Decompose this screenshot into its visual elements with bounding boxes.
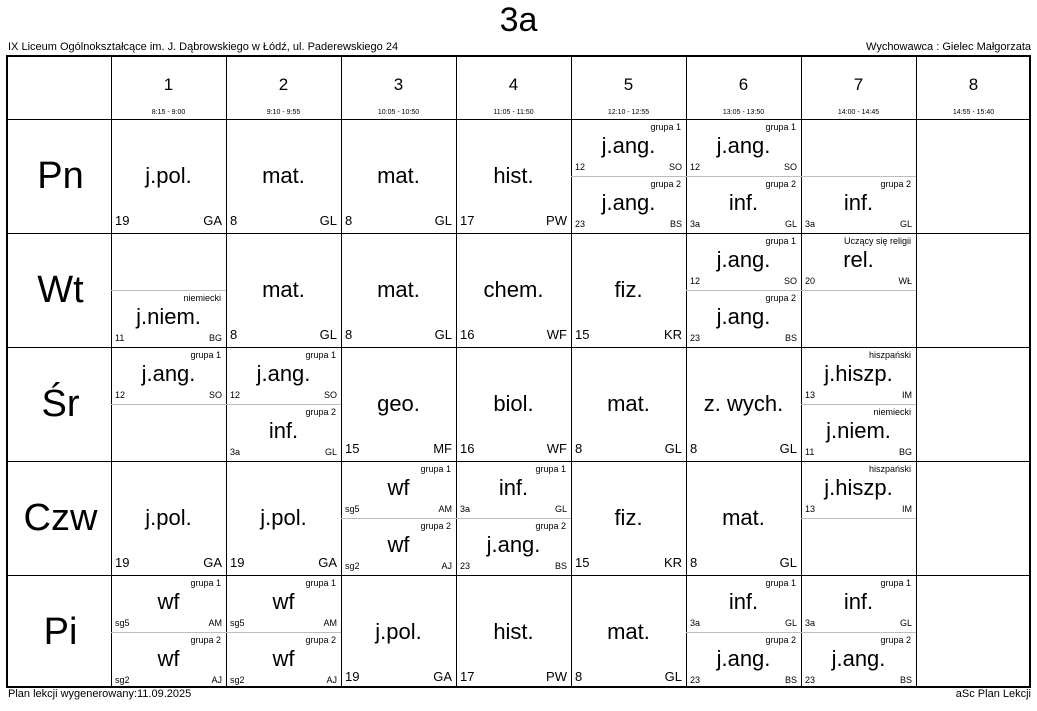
lesson-group: grupa 1 [765,578,796,588]
group-lesson-cell[interactable] [226,632,341,689]
period-number: 1 [163,75,174,94]
lesson-group: grupa 2 [765,179,796,189]
lesson-group: grupa 2 [880,179,911,189]
group-lesson-cell[interactable] [111,290,226,347]
lesson-teacher: WŁ [898,276,912,286]
period-time: 14:55 - 15:40 [952,109,995,116]
lesson-room: 12 [230,390,241,400]
lesson-room: 3a [805,618,816,628]
group-lesson-cell[interactable] [801,347,916,404]
lesson-subject: inf. [728,190,759,215]
lesson-cell[interactable] [341,575,456,688]
group-lesson-cell[interactable] [226,404,341,461]
generated-date: Plan lekcji wygenerowany:11.09.2025 [8,688,192,700]
period-time: 14:00 - 14:45 [837,109,880,116]
period-header [226,57,341,119]
lesson-room: 12 [690,276,701,286]
lesson-subject: j.ang. [716,646,771,671]
period-number: 4 [508,75,519,94]
lesson-room: 12 [690,162,701,172]
lesson-cell[interactable] [686,461,801,575]
lesson-cell[interactable] [571,233,686,347]
lesson-cell[interactable] [571,461,686,575]
lesson-subject: wf [387,475,410,500]
lesson-teacher: GL [784,219,797,229]
lesson-cell[interactable] [456,347,571,461]
lesson-teacher: AJ [211,675,222,685]
lesson-room: 20 [805,276,816,286]
period-header [341,57,456,119]
lesson-teacher: AM [323,618,337,628]
lesson-room: 23 [460,561,471,571]
lesson-subject: inf. [268,418,299,443]
lesson-room: 8 [230,327,238,342]
lesson-group: grupa 1 [535,464,566,474]
period-time: 11:05 - 11:50 [493,109,534,116]
lesson-room: 8 [230,213,238,228]
group-lesson-cell[interactable] [226,347,341,404]
lesson-teacher: SO [323,390,337,400]
lesson-subject: z. wych. [703,391,784,416]
lesson-subject: geo. [377,391,420,416]
period-number: 8 [968,75,979,94]
lesson-room: 8 [690,441,698,456]
lesson-room: 23 [575,219,586,229]
period-number: 3 [393,75,404,94]
lesson-group: grupa 1 [420,464,451,474]
lesson-room: 16 [460,327,475,342]
lesson-subject: j.pol. [375,619,422,644]
lesson-subject: mat. [262,277,305,302]
lesson-room: 13 [805,390,816,400]
lesson-subject: wf [157,589,180,614]
lesson-teacher: BS [899,675,912,685]
group-lesson-cell[interactable] [341,518,456,575]
period-number: 5 [623,75,634,94]
lesson-room: 19 [115,213,130,228]
lesson-subject: j.niem. [136,304,201,329]
lesson-subject: wf [387,532,410,557]
lesson-group: grupa 2 [420,521,451,531]
lesson-subject: biol. [493,391,534,416]
group-lesson-cell[interactable] [801,233,916,290]
group-lesson-cell[interactable] [801,461,916,518]
lesson-room: sg5 [345,504,360,514]
group-lesson-cell[interactable] [686,632,801,689]
day-label: Pn [37,155,84,197]
lesson-cell[interactable] [226,119,341,233]
lesson-subject: rel. [843,247,874,272]
lesson-teacher: BS [669,219,682,229]
lesson-teacher: KR [663,327,682,342]
group-lesson-cell[interactable] [571,176,686,233]
lesson-cell[interactable] [341,119,456,233]
lesson-room: 23 [690,675,701,685]
group-lesson-cell[interactable] [686,575,801,632]
lesson-room: 3a [230,447,241,457]
lesson-group: grupa 1 [190,578,221,588]
lesson-teacher: IM [902,504,912,514]
group-lesson-cell[interactable] [341,461,456,518]
period-time: 10:05 - 10:50 [377,109,420,116]
lesson-group: grupa 2 [305,407,336,417]
lesson-teacher: KR [663,555,682,570]
lesson-subject: wf [272,646,295,671]
lesson-subject: fiz. [614,505,643,530]
lesson-room: 12 [115,390,126,400]
lesson-group: hiszpański [868,350,911,360]
lesson-subject: mat. [262,163,305,188]
lesson-subject: j.ang. [716,247,771,272]
lesson-subject: mat. [722,505,765,530]
lesson-group: grupa 1 [765,236,796,246]
lesson-group: grupa 2 [305,635,336,645]
lesson-cell[interactable] [226,233,341,347]
lesson-teacher: GA [203,213,222,228]
lesson-subject: j.ang. [486,532,541,557]
period-time: 8:15 - 9:00 [151,109,186,116]
lesson-teacher: GL [319,327,337,342]
lesson-teacher: GL [434,327,452,342]
lesson-teacher: WF [546,441,567,456]
lesson-subject: j.ang. [716,304,771,329]
lesson-teacher: SO [783,276,797,286]
lesson-subject: mat. [607,619,650,644]
lesson-teacher: PW [546,213,567,228]
lesson-teacher: GA [203,555,222,570]
lesson-cell[interactable] [571,347,686,461]
lesson-group: grupa 2 [880,635,911,645]
lesson-subject: j.pol. [145,505,192,530]
day-label: Śr [41,383,80,425]
lesson-subject: hist. [493,619,534,644]
group-lesson-cell[interactable] [686,233,801,290]
lesson-subject: hist. [493,163,534,188]
lesson-teacher: SO [668,162,682,172]
lesson-room: 3a [805,219,816,229]
period-time: 9:10 - 9:55 [266,109,301,116]
lesson-cell[interactable] [686,347,801,461]
lesson-subject: j.pol. [145,163,192,188]
period-number: 7 [853,75,864,94]
lesson-subject: inf. [843,589,874,614]
lesson-subject: wf [157,646,180,671]
lesson-room: 19 [230,555,245,570]
lesson-room: 23 [690,333,701,343]
lesson-teacher: GA [433,669,452,684]
group-lesson-cell[interactable] [801,632,916,689]
lesson-group: Uczący się religii [843,236,911,246]
lesson-room: 8 [345,327,353,342]
lesson-room: 17 [460,669,475,684]
lesson-group: grupa 1 [765,122,796,132]
group-lesson-cell[interactable] [456,461,571,518]
lesson-room: 3a [460,504,471,514]
lesson-room: 15 [345,441,360,456]
lesson-subject: j.ang. [716,133,771,158]
lesson-room: 3a [690,618,701,628]
lesson-teacher: IM [902,390,912,400]
lesson-subject: fiz. [614,277,643,302]
lesson-group: grupa 1 [190,350,221,360]
group-lesson-cell[interactable] [571,119,686,176]
period-header [571,57,686,119]
lesson-group: grupa 1 [305,578,336,588]
lesson-subject: j.ang. [601,190,656,215]
lesson-subject: j.hiszp. [824,475,893,500]
period-time: 12:10 - 12:55 [607,109,650,116]
lesson-teacher: BS [784,333,797,343]
day-label: Wt [37,269,84,311]
lesson-subject: j.pol. [260,505,307,530]
lesson-teacher: BS [784,675,797,685]
lesson-room: 13 [805,504,816,514]
split-divider [801,518,916,519]
lesson-teacher: GL [324,447,337,457]
lesson-teacher: GL [784,618,797,628]
lesson-teacher: AM [208,618,222,628]
lesson-group: grupa 2 [765,293,796,303]
lesson-room: 8 [690,555,698,570]
period-header [801,57,916,119]
lesson-subject: mat. [377,163,420,188]
lesson-teacher: GL [779,555,797,570]
lesson-subject: mat. [377,277,420,302]
lesson-teacher: GL [554,504,567,514]
lesson-room: sg2 [345,561,360,571]
split-divider [801,290,916,291]
period-header [916,57,1031,119]
lesson-teacher: GA [318,555,337,570]
group-lesson-cell[interactable] [686,119,801,176]
lesson-room: 19 [345,669,360,684]
lesson-subject: wf [272,589,295,614]
period-number: 2 [278,75,289,94]
lesson-subject: j.hiszp. [824,361,893,386]
lesson-room: 12 [575,162,586,172]
lesson-group: grupa 2 [650,179,681,189]
day-label: Pi [43,610,78,653]
lesson-group: grupa 1 [880,578,911,588]
group-lesson-cell[interactable] [226,575,341,632]
lesson-teacher: AJ [326,675,337,685]
lesson-teacher: GL [779,441,797,456]
school-name: IX Liceum Ogólnokształcące im. J. Dąbrowskiego w Łódź, ul. Paderewskiego 24 [8,41,399,53]
lesson-group: grupa 1 [305,350,336,360]
period-header [111,57,226,119]
lesson-subject: inf. [728,589,759,614]
lesson-room: 3a [690,219,701,229]
lesson-room: sg5 [115,618,130,628]
lesson-cell[interactable] [571,575,686,688]
lesson-teacher: AM [438,504,452,514]
group-lesson-cell[interactable] [456,518,571,575]
lesson-teacher: MF [433,441,452,456]
lesson-room: 8 [345,213,353,228]
lesson-subject: inf. [843,190,874,215]
day-label: Czw [23,497,98,539]
lesson-group: grupa 1 [650,122,681,132]
lesson-subject: j.ang. [831,646,886,671]
lesson-room: 8 [575,669,583,684]
lesson-cell[interactable] [111,461,226,575]
column-divider [916,57,917,688]
class-teacher: Wychowawca : Gielec Małgorzata [866,41,1031,53]
lesson-cell[interactable] [456,119,571,233]
lesson-group: hiszpański [868,464,911,474]
lesson-teacher: GL [664,669,682,684]
group-lesson-cell[interactable] [111,632,226,689]
lesson-subject: j.niem. [826,418,891,443]
lesson-subject: mat. [607,391,650,416]
period-time: 13:05 - 13:50 [722,109,765,116]
group-lesson-cell[interactable] [801,575,916,632]
lesson-group: niemiecki [873,407,911,417]
group-lesson-cell[interactable] [111,575,226,632]
group-lesson-cell[interactable] [686,176,801,233]
lesson-group: grupa 2 [190,635,221,645]
lesson-group: grupa 2 [765,635,796,645]
lesson-subject: chem. [483,277,544,302]
group-lesson-cell[interactable] [111,347,226,404]
lesson-cell[interactable] [226,461,341,575]
lesson-group: grupa 2 [535,521,566,531]
lesson-room: 15 [575,327,590,342]
period-header [686,57,801,119]
lesson-room: 17 [460,213,475,228]
group-lesson-cell[interactable] [801,404,916,461]
lesson-teacher: BG [898,447,912,457]
lesson-teacher: AJ [441,561,452,571]
period-header [456,57,571,119]
lesson-teacher: GL [319,213,337,228]
lesson-cell[interactable] [456,233,571,347]
lesson-group: niemiecki [183,293,221,303]
lesson-subject: inf. [498,475,529,500]
group-lesson-cell[interactable] [686,290,801,347]
lesson-room: 23 [805,675,816,685]
lesson-room: 19 [115,555,130,570]
lesson-subject: j.ang. [256,361,311,386]
lesson-room: 16 [460,441,475,456]
lesson-teacher: SO [783,162,797,172]
group-lesson-cell[interactable] [801,176,916,233]
lesson-teacher: GL [664,441,682,456]
lesson-room: 11 [805,447,815,457]
lesson-room: sg5 [230,618,245,628]
lesson-teacher: GL [434,213,452,228]
lesson-room: 8 [575,441,583,456]
software-credit: aSc Plan Lekcji [955,688,1031,700]
lesson-subject: j.ang. [601,133,656,158]
lesson-teacher: BS [554,561,567,571]
lesson-teacher: PW [546,669,567,684]
period-number: 6 [738,75,749,94]
page-title: 3a [499,1,538,39]
lesson-room: sg2 [230,675,245,685]
lesson-room: sg2 [115,675,130,685]
split-divider [111,404,226,405]
lesson-room: 11 [115,333,125,343]
lesson-room: 15 [575,555,590,570]
lesson-cell[interactable] [341,347,456,461]
lesson-teacher: SO [208,390,222,400]
lesson-cell[interactable] [111,119,226,233]
lesson-teacher: BG [208,333,222,343]
lesson-subject: j.ang. [141,361,196,386]
lesson-cell[interactable] [341,233,456,347]
lesson-teacher: WF [546,327,567,342]
lesson-teacher: GL [899,618,912,628]
lesson-cell[interactable] [456,575,571,688]
lesson-teacher: GL [899,219,912,229]
